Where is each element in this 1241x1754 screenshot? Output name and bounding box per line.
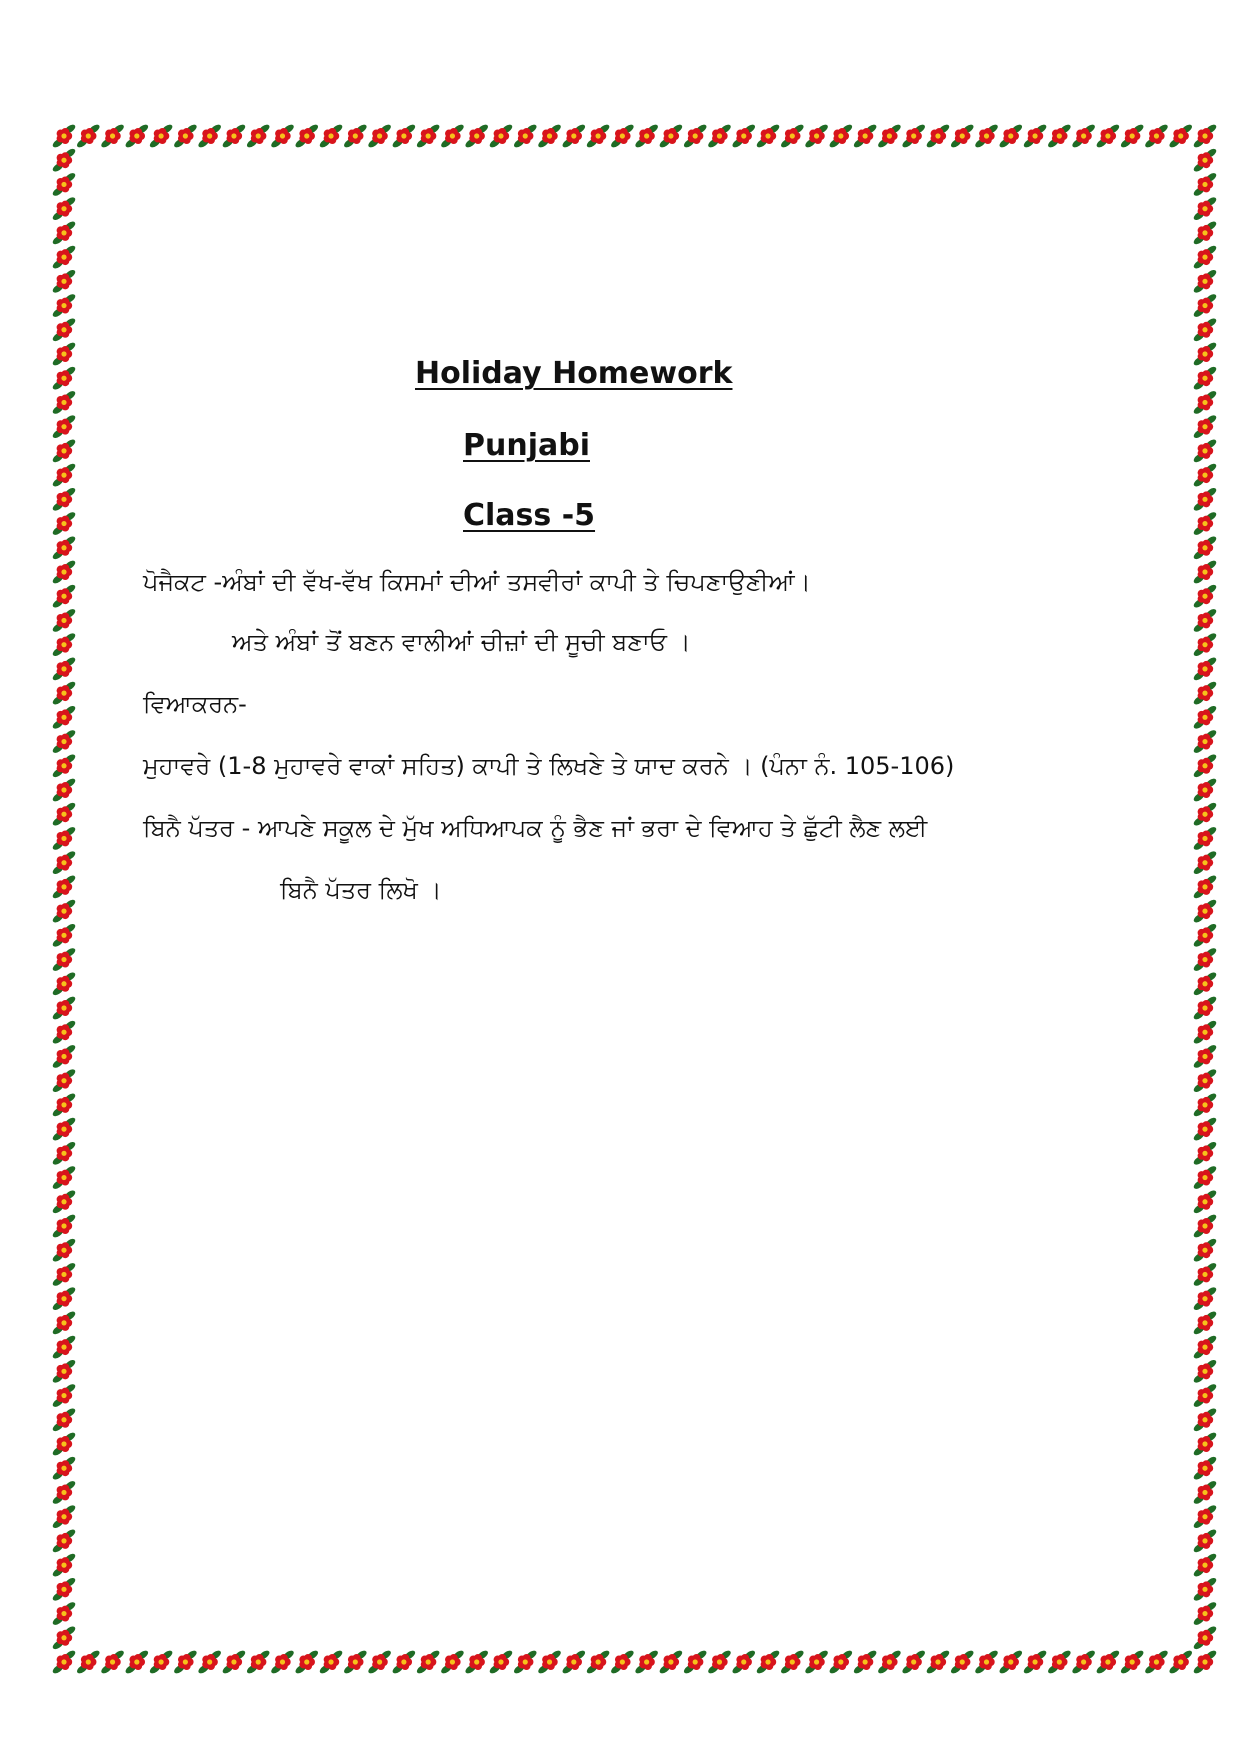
red-flower-icon [464,1649,490,1675]
red-flower-icon [51,1116,77,1142]
red-flower-icon [755,1649,781,1675]
red-flower-icon [488,123,514,149]
red-flower-icon [464,123,490,149]
project-line: ਪੋਜੈਕਟ -ਅੰਬਾਂ ਦੀ ਵੱਖ-ਵੱਖ ਕਿਸਮਾਂ ਦੀਆਂ ਤਸਵੀਰਾਂ ਕਾਪੀ ਤੇ ਚਿਪਣਾਉਣੀਆਂ। [143,568,811,596]
red-flower-icon [1192,922,1218,948]
red-flower-icon [1192,462,1218,488]
red-flower-icon [51,1286,77,1312]
red-flower-icon [440,123,466,149]
red-flower-icon [51,1576,77,1602]
red-flower-icon [51,486,77,512]
red-flower-icon [828,123,854,149]
red-flower-icon [974,1649,1000,1675]
red-flower-icon [634,1649,660,1675]
red-flower-icon [51,414,77,440]
red-flower-icon [51,753,77,779]
red-flower-icon [100,123,126,149]
red-flower-icon [51,1140,77,1166]
red-flower-icon [294,123,320,149]
red-flower-icon [51,946,77,972]
red-flower-icon [1192,801,1218,827]
red-flower-icon [1192,607,1218,633]
red-flower-icon [1192,1068,1218,1094]
red-flower-icon [51,1407,77,1433]
red-flower-icon [974,123,1000,149]
project-line-continued: ਅਤੇ ਅੰਬਾਂ ਤੋਂ ਬਣਨ ਵਾਲੀਆਂ ਚੀਜ਼ਾਂ ਦੀ ਸੂਚੀ ਬਣਾਓ । [232,628,691,656]
red-flower-icon [367,1649,393,1675]
red-flower-icon [634,123,660,149]
red-flower-icon [1192,704,1218,730]
red-flower-icon [585,123,611,149]
red-flower-icon [76,1649,102,1675]
red-flower-icon [51,825,77,851]
red-flower-icon [1192,1382,1218,1408]
red-flower-icon [1192,1019,1218,1045]
red-flower-icon [51,777,77,803]
red-flower-icon [367,123,393,149]
red-flower-icon [780,1649,806,1675]
red-flower-icon [440,1649,466,1675]
red-flower-icon [391,1649,417,1675]
red-flower-icon [1192,583,1218,609]
red-flower-icon [245,1649,271,1675]
red-flower-icon [1192,244,1218,270]
red-flower-icon [1192,1576,1218,1602]
red-flower-icon [51,1261,77,1287]
red-flower-icon [51,1237,77,1263]
red-flower-icon [513,1649,539,1675]
red-flower-icon [1192,1286,1218,1312]
red-flower-icon [1192,1479,1218,1505]
idioms-line: ਮੁਹਾਵਰੇ (1-8 ਮੁਹਾਵਰੇ ਵਾਕਾਂ ਸਹਿਤ) ਕਾਪੀ ਤੇ ਲਿਖਣੇ ਤੇ ਯਾਦ ਕਰਨੇ । (ਪੰਨਾ ਨੰ. 105-106) [143,752,955,780]
red-flower-icon [707,123,733,149]
red-flower-icon [1192,1552,1218,1578]
red-flower-icon [245,123,271,149]
red-flower-icon [998,1649,1024,1675]
red-flower-icon [1144,1649,1170,1675]
red-flower-icon [1192,1092,1218,1118]
red-flower-icon [1192,1431,1218,1457]
class-heading: Class -5 [463,498,596,533]
red-flower-icon [1192,123,1218,149]
red-flower-icon [682,123,708,149]
red-flower-icon [1022,1649,1048,1675]
grammar-heading: ਵਿਆਕਰਨ- [143,690,247,718]
red-flower-icon [1192,1334,1218,1360]
red-flower-icon [51,123,77,149]
red-flower-icon [1192,656,1218,682]
red-flower-icon [1168,123,1194,149]
red-flower-icon [173,1649,199,1675]
red-flower-icon [1192,898,1218,924]
red-flower-icon [51,1019,77,1045]
red-flower-icon [852,123,878,149]
red-flower-icon [585,1649,611,1675]
red-flower-icon [1192,486,1218,512]
red-flower-icon [51,559,77,585]
red-flower-icon [1192,632,1218,658]
red-flower-icon [1192,1043,1218,1069]
red-flower-icon [51,995,77,1021]
red-flower-icon [1095,1649,1121,1675]
red-flower-icon [76,123,102,149]
red-flower-icon [828,1649,854,1675]
red-flower-icon [51,1092,77,1118]
red-flower-icon [391,123,417,149]
red-flower-icon [51,1213,77,1239]
red-flower-icon [1119,123,1145,149]
red-flower-icon [561,1649,587,1675]
red-flower-icon [1192,559,1218,585]
red-flower-icon [51,583,77,609]
subject-heading: Punjabi [463,428,590,463]
red-flower-icon [610,1649,636,1675]
red-flower-icon [1192,365,1218,391]
application-line: ਬਿਨੈ ਪੱਤਰ - ਆਪਣੇ ਸਕੂਲ ਦੇ ਮੁੱਖ ਅਧਿਆਪਕ ਨੂੰ ਭੈਣ ਜਾਂ ਭਰਾ ਦੇ ਵਿਆਹ ਤੇ ਛੁੱਟੀ ਲੈਣ ਲਈ [143,814,928,842]
red-flower-icon [1192,850,1218,876]
red-flower-icon [804,123,830,149]
red-flower-icon [1192,389,1218,415]
red-flower-icon [270,123,296,149]
red-flower-icon [51,607,77,633]
red-flower-icon [804,1649,830,1675]
red-flower-icon [51,656,77,682]
red-flower-icon [1192,1310,1218,1336]
red-flower-icon [51,1649,77,1675]
red-flower-icon [197,1649,223,1675]
red-flower-icon [1192,1116,1218,1142]
red-flower-icon [1192,510,1218,536]
red-flower-icon [51,389,77,415]
red-flower-icon [51,680,77,706]
red-flower-icon [1192,1649,1218,1675]
red-flower-icon [1192,1358,1218,1384]
red-flower-icon [148,123,174,149]
red-flower-icon [901,123,927,149]
red-flower-icon [1192,292,1218,318]
red-flower-icon [51,704,77,730]
red-flower-icon [51,874,77,900]
red-flower-icon [51,1552,77,1578]
red-flower-icon [1192,946,1218,972]
red-flower-icon [51,220,77,246]
red-flower-icon [1192,971,1218,997]
red-flower-icon [658,1649,684,1675]
red-flower-icon [1192,777,1218,803]
red-flower-icon [1192,438,1218,464]
red-flower-icon [731,1649,757,1675]
red-flower-icon [51,922,77,948]
red-flower-icon [1192,1237,1218,1263]
red-flower-icon [173,123,199,149]
red-flower-icon [1192,728,1218,754]
red-flower-icon [707,1649,733,1675]
page-title: Holiday Homework [415,356,733,391]
red-flower-icon [1192,995,1218,1021]
red-flower-icon [197,123,223,149]
red-flower-icon [51,1504,77,1530]
red-flower-icon [1192,1213,1218,1239]
red-flower-icon [51,1625,77,1651]
red-flower-icon [51,438,77,464]
red-flower-icon [51,1600,77,1626]
red-flower-icon [51,1334,77,1360]
red-flower-icon [1192,196,1218,222]
red-flower-icon [1071,123,1097,149]
red-flower-icon [1192,414,1218,440]
red-flower-icon [1047,123,1073,149]
red-flower-icon [877,123,903,149]
red-flower-icon [925,123,951,149]
red-flower-icon [51,1068,77,1094]
red-flower-icon [610,123,636,149]
red-flower-icon [1047,1649,1073,1675]
red-flower-icon [1192,1164,1218,1190]
red-flower-icon [148,1649,174,1675]
red-flower-icon [1192,535,1218,561]
red-flower-icon [488,1649,514,1675]
application-line-continued: ਬਿਨੈ ਪੱਤਰ ਲਿਖੋ । [280,876,442,904]
red-flower-icon [1192,1407,1218,1433]
red-flower-icon [877,1649,903,1675]
red-flower-icon [925,1649,951,1675]
red-flower-icon [51,365,77,391]
red-flower-icon [1192,825,1218,851]
red-flower-icon [1192,680,1218,706]
red-flower-icon [270,1649,296,1675]
red-flower-icon [658,123,684,149]
red-flower-icon [51,147,77,173]
red-flower-icon [51,1310,77,1336]
red-flower-icon [318,1649,344,1675]
red-flower-icon [1192,753,1218,779]
red-flower-icon [51,510,77,536]
red-flower-icon [1119,1649,1145,1675]
red-flower-icon [1192,268,1218,294]
red-flower-icon [1192,1261,1218,1287]
red-flower-icon [1192,1189,1218,1215]
red-flower-icon [1192,1140,1218,1166]
red-flower-icon [51,1043,77,1069]
red-flower-icon [124,123,150,149]
red-flower-icon [221,123,247,149]
red-flower-icon [51,728,77,754]
red-flower-icon [294,1649,320,1675]
red-flower-icon [1192,1600,1218,1626]
red-flower-icon [51,971,77,997]
red-flower-icon [318,123,344,149]
red-flower-icon [221,1649,247,1675]
red-flower-icon [1022,123,1048,149]
red-flower-icon [561,123,587,149]
red-flower-icon [1192,1625,1218,1651]
red-flower-icon [124,1649,150,1675]
red-flower-icon [51,462,77,488]
red-flower-icon [537,123,563,149]
red-flower-icon [1192,1504,1218,1530]
red-flower-icon [51,850,77,876]
red-flower-icon [1071,1649,1097,1675]
red-flower-icon [51,268,77,294]
red-flower-icon [1192,147,1218,173]
red-flower-icon [682,1649,708,1675]
red-flower-icon [949,1649,975,1675]
red-flower-icon [51,171,77,197]
red-flower-icon [852,1649,878,1675]
red-flower-icon [1192,220,1218,246]
red-flower-icon [780,123,806,149]
red-flower-icon [51,801,77,827]
red-flower-icon [998,123,1024,149]
red-flower-icon [415,123,441,149]
red-flower-icon [100,1649,126,1675]
red-flower-icon [51,1382,77,1408]
red-flower-icon [51,244,77,270]
red-flower-icon [343,1649,369,1675]
red-flower-icon [51,1189,77,1215]
red-flower-icon [1192,171,1218,197]
red-flower-icon [1192,1455,1218,1481]
red-flower-icon [51,1528,77,1554]
red-flower-icon [51,1479,77,1505]
red-flower-icon [1192,317,1218,343]
red-flower-icon [51,898,77,924]
red-flower-icon [731,123,757,149]
red-flower-icon [1144,123,1170,149]
red-flower-icon [513,123,539,149]
red-flower-icon [1192,1528,1218,1554]
red-flower-icon [1168,1649,1194,1675]
red-flower-icon [51,1455,77,1481]
red-flower-icon [1192,341,1218,367]
red-flower-icon [51,292,77,318]
red-flower-icon [51,1164,77,1190]
red-flower-icon [343,123,369,149]
red-flower-icon [1192,874,1218,900]
red-flower-icon [537,1649,563,1675]
red-flower-icon [51,317,77,343]
red-flower-icon [901,1649,927,1675]
red-flower-icon [415,1649,441,1675]
red-flower-icon [51,196,77,222]
red-flower-icon [51,1431,77,1457]
red-flower-icon [51,341,77,367]
red-flower-icon [949,123,975,149]
red-flower-icon [51,632,77,658]
red-flower-icon [51,1358,77,1384]
red-flower-icon [755,123,781,149]
red-flower-icon [1095,123,1121,149]
red-flower-icon [51,535,77,561]
